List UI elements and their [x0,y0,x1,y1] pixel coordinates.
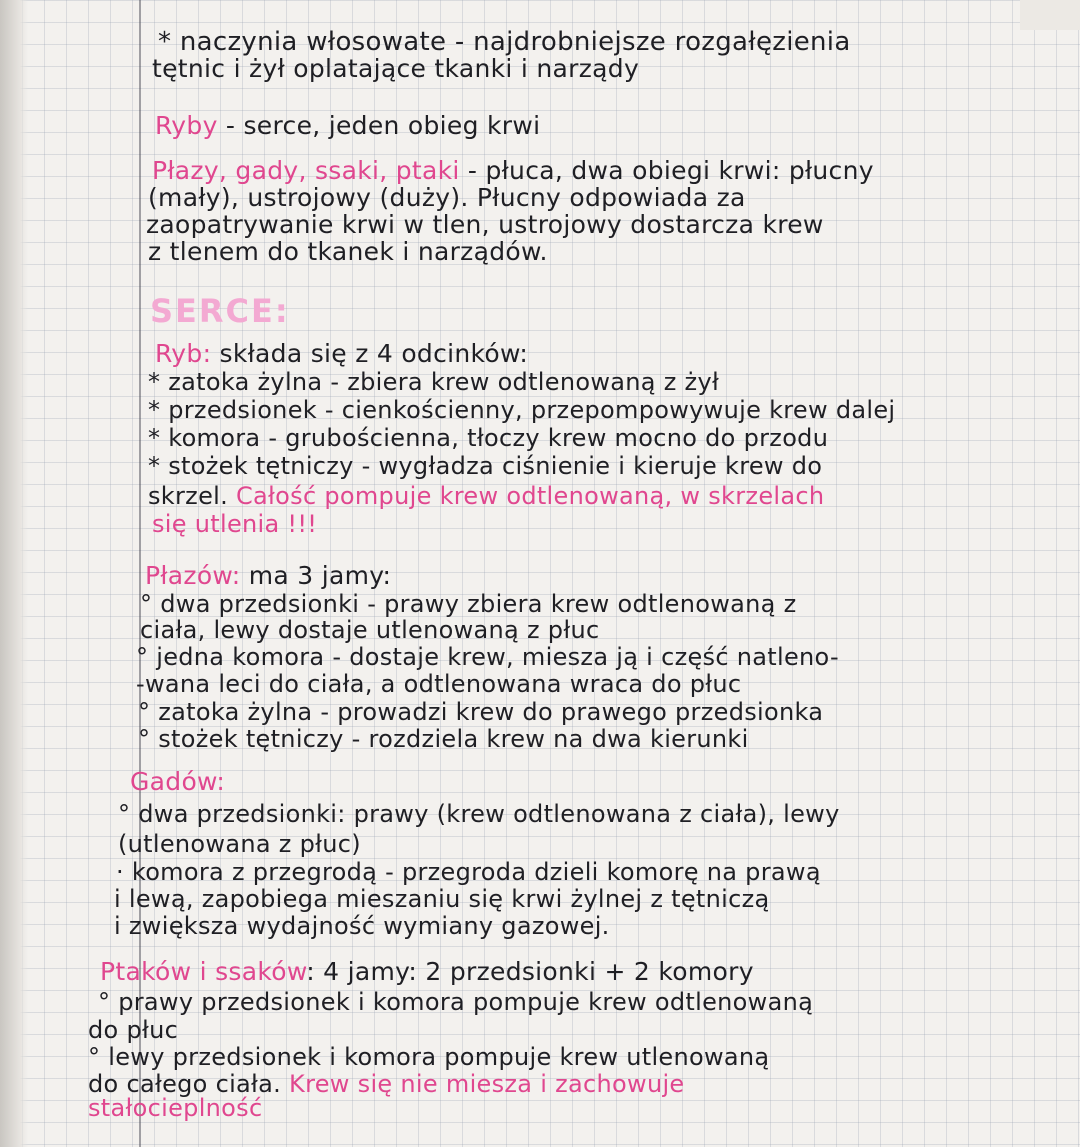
note-line [118,800,840,828]
previous-page-edge [100,0,520,14]
note-text: - serce, jeden obieg krwi [217,111,541,140]
notebook-spine [0,0,28,1147]
note-line [130,768,225,796]
note-text: ma 3 jamy: [240,561,392,590]
note-text: * zatoka żylna - zbiera krew odtlenowaną z żył [148,368,720,396]
note-text: składa się z 4 odcinków: [211,339,529,368]
note-text: ° lewy przedsionek i komora pompuje krew utlenowaną [88,1043,770,1071]
note-line [136,670,741,698]
note-text: ° prawy przedsionek i komora pompuje krew odtlenowaną [98,988,814,1016]
note-text: tętnic i żył oplatające tkanki i narządy [152,54,640,83]
note-line [145,562,391,590]
section-heading: SERCE: [150,292,290,330]
note-line [88,1016,178,1044]
note-line [158,28,851,56]
note-line [140,590,797,618]
pink-highlight-text: się utlenia !!! [152,510,318,538]
note-line [148,238,548,266]
pink-highlight-text: Gadów: [130,767,226,796]
note-line [148,452,822,480]
note-text: ° dwa przedsionki: prawy (krew odtlenowana z ciała), lewy [118,800,840,828]
note-line [155,340,528,368]
note-text: zaopatrywanie krwi w tlen, ustrojowy dostarcza krew [146,210,824,239]
note-text: * przedsionek - cienkościenny, przepompowywuje krew dalej [148,396,896,424]
page-corner [1020,0,1080,30]
note-text: ° zatoka żylna - prowadzi krew do prawego przedsionka [138,698,824,726]
note-line [148,424,828,452]
pink-highlight-text: Ryb: [155,339,212,368]
note-line [148,396,895,424]
note-line [88,1094,262,1122]
note-line [138,725,749,753]
note-text: ° stożek tętniczy - rozdziela krew na dwa kierunki [138,725,749,753]
note-text: (mały), ustrojowy (duży). Płucny odpowiada za [148,183,746,212]
note-line [148,368,719,396]
note-line [88,1043,769,1071]
pink-highlight-text: Płazów: [145,561,241,590]
note-text: ciała, lewy dostaje utlenowaną z płuc [140,616,600,644]
note-line [152,510,317,538]
note-text: · komora z przegrodą - przegroda dzieli komorę na prawą [116,858,821,886]
note-line [152,157,874,185]
note-text: i zwiększa wydajność wymiany gazowej. [114,912,610,940]
note-text: : 4 jamy: 2 przedsionki + 2 komory [306,957,754,986]
pink-highlight-text: Całość pompuje krew odtlenowaną, w skrzelach [235,482,825,510]
note-text: (utlenowana z płuc) [118,830,361,858]
note-line [116,858,821,886]
note-text: do płuc [88,1016,179,1044]
note-text: i lewą, zapobiega mieszaniu się krwi żylnej z tętniczą [114,885,770,913]
note-text: - płuca, dwa obiegi krwi: płucny [459,156,874,185]
note-text: -wana leci do ciała, a odtlenowana wraca do płuc [136,670,742,698]
note-line [136,643,839,671]
note-line [114,885,770,913]
pink-highlight-text: Płazy, gady, ssaki, ptaki [152,156,460,185]
note-line [118,830,361,858]
note-text: skrzel. [148,482,236,510]
note-text: ° dwa przedsionki - prawy zbiera krew odtlenowaną z [140,590,797,618]
note-line [98,988,813,1016]
note-text: * stożek tętniczy - wygładza ciśnienie i kieruje krew do [148,452,823,480]
note-line [140,616,599,644]
pink-highlight-text: stałocieplność [88,1094,263,1122]
pink-highlight-text: Ryby [155,111,218,140]
note-line [114,912,610,940]
note-text: do całego ciała. [88,1070,290,1098]
note-text: * naczynia włosowate - najdrobniejsze rozgałęzienia [158,27,851,57]
note-line [152,55,639,83]
note-line [138,698,823,726]
pink-highlight-text: Krew się nie miesza i zachowuje [289,1070,685,1098]
pink-highlight-text: Ptaków i ssaków [100,957,307,986]
note-text: * komora - grubościenna, tłoczy krew mocno do przodu [148,424,829,452]
note-line [148,482,824,510]
note-text: z tlenem do tkanek i narządów. [148,237,548,266]
note-line [100,958,754,986]
note-line [155,112,540,140]
note-line [146,211,824,239]
note-line [148,184,746,212]
note-text: ° jedna komora - dostaje krew, miesza ją i część natleno- [136,643,839,671]
